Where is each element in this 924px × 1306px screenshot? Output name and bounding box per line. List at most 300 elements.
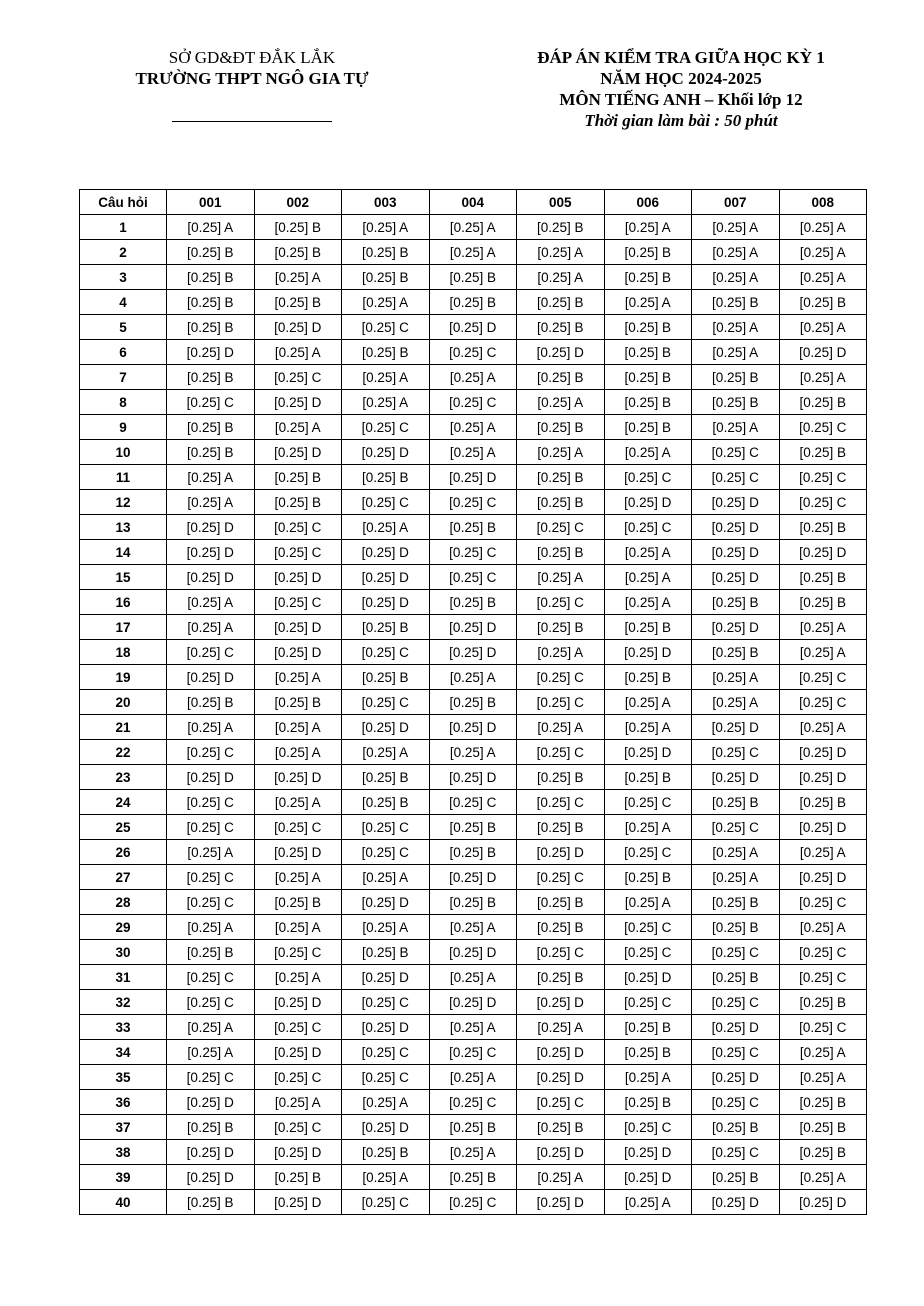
question-number: 16 <box>80 590 167 615</box>
answer-cell: [0.25] C <box>429 1190 517 1215</box>
answer-cell: [0.25] A <box>254 715 342 740</box>
answer-cell: [0.25] B <box>517 615 605 640</box>
answer-cell: [0.25] B <box>779 390 867 415</box>
answer-cell: [0.25] B <box>429 1115 517 1140</box>
answer-cell: [0.25] D <box>692 565 780 590</box>
answer-cell: [0.25] B <box>604 615 692 640</box>
answer-cell: [0.25] A <box>429 365 517 390</box>
answer-cell: [0.25] B <box>429 265 517 290</box>
answer-cell: [0.25] C <box>254 1065 342 1090</box>
question-number: 36 <box>80 1090 167 1115</box>
answer-cell: [0.25] A <box>779 640 867 665</box>
answer-cell: [0.25] C <box>604 515 692 540</box>
exam-code-header: 001 <box>167 190 255 215</box>
table-row <box>80 740 867 765</box>
answer-cell: [0.25] B <box>429 840 517 865</box>
answer-cell: [0.25] C <box>254 515 342 540</box>
answer-cell: [0.25] D <box>692 490 780 515</box>
question-number: 19 <box>80 665 167 690</box>
answer-cell: [0.25] A <box>604 565 692 590</box>
table-row <box>80 1040 867 1065</box>
answer-cell: [0.25] B <box>517 915 605 940</box>
answer-cell: [0.25] A <box>342 865 430 890</box>
answer-cell: [0.25] B <box>517 315 605 340</box>
answer-cell: [0.25] B <box>517 965 605 990</box>
answer-cell: [0.25] C <box>254 1115 342 1140</box>
answer-cell: [0.25] C <box>517 665 605 690</box>
answer-cell: [0.25] D <box>692 540 780 565</box>
question-number: 21 <box>80 715 167 740</box>
table-row <box>80 665 867 690</box>
answer-cell: [0.25] C <box>342 490 430 515</box>
answer-cell: [0.25] C <box>692 440 780 465</box>
answer-cell: [0.25] C <box>342 815 430 840</box>
question-number: 2 <box>80 240 167 265</box>
answer-cell: [0.25] A <box>429 915 517 940</box>
answer-cell: [0.25] D <box>342 890 430 915</box>
exam-duration: Thời gian làm bài : 50 phút <box>584 111 778 130</box>
answer-cell: [0.25] C <box>517 1090 605 1115</box>
answer-cell: [0.25] A <box>692 215 780 240</box>
answer-cell: [0.25] A <box>342 365 430 390</box>
table-row <box>80 265 867 290</box>
table-row <box>80 640 867 665</box>
answer-cell: [0.25] A <box>167 715 255 740</box>
table-row <box>80 690 867 715</box>
answer-cell: [0.25] D <box>254 565 342 590</box>
answer-cell: [0.25] B <box>254 890 342 915</box>
answer-cell: [0.25] B <box>779 1140 867 1165</box>
answer-cell: [0.25] D <box>604 490 692 515</box>
answer-cell: [0.25] C <box>779 690 867 715</box>
answer-cell: [0.25] A <box>429 240 517 265</box>
answer-cell: [0.25] B <box>429 515 517 540</box>
answer-cell: [0.25] D <box>779 740 867 765</box>
answer-cell: [0.25] A <box>692 665 780 690</box>
answer-cell: [0.25] A <box>342 215 430 240</box>
table-header-row <box>80 190 867 215</box>
answer-cell: [0.25] A <box>604 1190 692 1215</box>
answer-cell: [0.25] A <box>254 415 342 440</box>
answer-cell: [0.25] D <box>517 1140 605 1165</box>
table-row <box>80 990 867 1015</box>
answer-cell: [0.25] C <box>779 940 867 965</box>
answer-cell: [0.25] B <box>342 340 430 365</box>
answer-cell: [0.25] A <box>604 1065 692 1090</box>
answer-cell: [0.25] B <box>604 315 692 340</box>
answer-cell: [0.25] A <box>342 1165 430 1190</box>
answer-cell: [0.25] C <box>429 565 517 590</box>
answer-cell: [0.25] A <box>692 265 780 290</box>
question-number: 7 <box>80 365 167 390</box>
question-number: 1 <box>80 215 167 240</box>
answer-cell: [0.25] A <box>342 1090 430 1115</box>
question-number: 8 <box>80 390 167 415</box>
question-number: 26 <box>80 840 167 865</box>
answer-cell: [0.25] B <box>167 240 255 265</box>
answer-cell: [0.25] C <box>604 790 692 815</box>
table-row <box>80 465 867 490</box>
answer-cell: [0.25] D <box>254 440 342 465</box>
answer-cell: [0.25] B <box>517 215 605 240</box>
answer-cell: [0.25] B <box>692 365 780 390</box>
table-row <box>80 1115 867 1140</box>
table-row <box>80 915 867 940</box>
answer-cell: [0.25] D <box>254 1040 342 1065</box>
answer-cell: [0.25] A <box>779 1165 867 1190</box>
answer-cell: [0.25] B <box>167 1190 255 1215</box>
answer-cell: [0.25] A <box>517 640 605 665</box>
question-number: 9 <box>80 415 167 440</box>
answer-cell: [0.25] D <box>429 940 517 965</box>
table-row <box>80 415 867 440</box>
answer-cell: [0.25] C <box>604 990 692 1015</box>
answer-cell: [0.25] C <box>517 590 605 615</box>
table-row <box>80 240 867 265</box>
question-number: 32 <box>80 990 167 1015</box>
answer-cell: [0.25] B <box>254 240 342 265</box>
question-number: 14 <box>80 540 167 565</box>
answer-cell: [0.25] B <box>692 640 780 665</box>
answer-cell: [0.25] D <box>692 1190 780 1215</box>
answer-cell: [0.25] B <box>692 965 780 990</box>
answer-cell: [0.25] A <box>604 440 692 465</box>
table-row <box>80 790 867 815</box>
answer-cell: [0.25] C <box>254 815 342 840</box>
answer-cell: [0.25] D <box>604 1165 692 1190</box>
table-row <box>80 340 867 365</box>
answer-cell: [0.25] D <box>167 515 255 540</box>
table-row <box>80 1015 867 1040</box>
answer-cell: [0.25] B <box>342 615 430 640</box>
answer-cell: [0.25] C <box>167 390 255 415</box>
answer-cell: [0.25] A <box>254 340 342 365</box>
answer-cell: [0.25] C <box>779 465 867 490</box>
answer-cell: [0.25] B <box>604 665 692 690</box>
answer-cell: [0.25] B <box>429 1165 517 1190</box>
answer-cell: [0.25] D <box>779 765 867 790</box>
question-number: 11 <box>80 465 167 490</box>
answer-cell: [0.25] B <box>167 315 255 340</box>
answer-cell: [0.25] D <box>429 765 517 790</box>
answer-cell: [0.25] D <box>692 615 780 640</box>
answer-cell: [0.25] D <box>167 765 255 790</box>
table-row <box>80 1090 867 1115</box>
answer-cell: [0.25] B <box>254 290 342 315</box>
answer-cell: [0.25] A <box>429 1065 517 1090</box>
answer-cell: [0.25] A <box>429 440 517 465</box>
exam-code-header: 008 <box>779 190 867 215</box>
answer-cell: [0.25] C <box>167 865 255 890</box>
question-number: 33 <box>80 1015 167 1040</box>
answer-cell: [0.25] A <box>167 1040 255 1065</box>
answer-rows <box>80 215 867 1215</box>
question-number: 39 <box>80 1165 167 1190</box>
answer-cell: [0.25] A <box>604 690 692 715</box>
answer-cell: [0.25] C <box>604 940 692 965</box>
answer-cell: [0.25] C <box>692 740 780 765</box>
answer-cell: [0.25] A <box>429 1015 517 1040</box>
table-row <box>80 540 867 565</box>
answer-cell: [0.25] D <box>604 965 692 990</box>
answer-cell: [0.25] A <box>429 1140 517 1165</box>
answer-cell: [0.25] D <box>692 1015 780 1040</box>
answer-cell: [0.25] D <box>429 990 517 1015</box>
table-row <box>80 890 867 915</box>
answer-cell: [0.25] C <box>429 490 517 515</box>
answer-cell: [0.25] B <box>517 890 605 915</box>
answer-cell: [0.25] A <box>692 840 780 865</box>
question-number: 12 <box>80 490 167 515</box>
answer-cell: [0.25] B <box>342 240 430 265</box>
answer-cell: [0.25] B <box>342 1140 430 1165</box>
department-name: SỞ GD&ĐT ĐẮK LẮK <box>168 48 336 67</box>
answer-cell: [0.25] B <box>604 765 692 790</box>
answer-cell: [0.25] B <box>779 565 867 590</box>
question-column-header: Câu hỏi <box>80 190 167 215</box>
answer-cell: [0.25] B <box>167 265 255 290</box>
answer-cell: [0.25] C <box>429 790 517 815</box>
answer-cell: [0.25] A <box>342 390 430 415</box>
answer-cell: [0.25] D <box>342 1115 430 1140</box>
answer-cell: [0.25] C <box>254 940 342 965</box>
answer-cell: [0.25] A <box>167 215 255 240</box>
answer-cell: [0.25] C <box>254 1015 342 1040</box>
answer-cell: [0.25] B <box>517 1115 605 1140</box>
table-row <box>80 865 867 890</box>
answer-cell: [0.25] D <box>517 840 605 865</box>
table-row <box>80 840 867 865</box>
answer-cell: [0.25] A <box>254 915 342 940</box>
answer-cell: [0.25] A <box>779 1040 867 1065</box>
answer-cell: [0.25] B <box>692 790 780 815</box>
header-left <box>92 47 412 89</box>
answer-cell: [0.25] B <box>429 815 517 840</box>
answer-cell: [0.25] B <box>342 790 430 815</box>
answer-cell: [0.25] C <box>692 1040 780 1065</box>
answer-cell: [0.25] D <box>779 865 867 890</box>
answer-cell: [0.25] D <box>254 840 342 865</box>
answer-cell: [0.25] A <box>167 615 255 640</box>
answer-cell: [0.25] A <box>167 1015 255 1040</box>
question-number: 22 <box>80 740 167 765</box>
answer-cell: [0.25] D <box>254 615 342 640</box>
subject-grade: MÔN TIẾNG ANH – Khối lớp 12 <box>559 90 803 109</box>
answer-cell: [0.25] A <box>517 715 605 740</box>
question-number: 25 <box>80 815 167 840</box>
answer-cell: [0.25] C <box>342 1040 430 1065</box>
question-number: 35 <box>80 1065 167 1090</box>
table-row <box>80 1065 867 1090</box>
answer-cell: [0.25] C <box>692 940 780 965</box>
answer-cell: [0.25] C <box>342 1190 430 1215</box>
answer-cell: [0.25] D <box>167 1090 255 1115</box>
answer-cell: [0.25] D <box>517 1190 605 1215</box>
answer-cell: [0.25] B <box>779 515 867 540</box>
answer-cell: [0.25] D <box>604 740 692 765</box>
answer-cell: [0.25] B <box>167 415 255 440</box>
question-number: 29 <box>80 915 167 940</box>
answer-cell: [0.25] B <box>517 415 605 440</box>
school-year: NĂM HỌC 2024-2025 <box>600 69 762 88</box>
answer-cell: [0.25] B <box>254 465 342 490</box>
answer-cell: [0.25] A <box>517 240 605 265</box>
question-number: 20 <box>80 690 167 715</box>
answer-cell: [0.25] C <box>692 465 780 490</box>
header-divider <box>172 121 332 122</box>
answer-cell: [0.25] A <box>779 315 867 340</box>
answer-cell: [0.25] A <box>604 290 692 315</box>
answer-cell: [0.25] C <box>517 940 605 965</box>
answer-cell: [0.25] A <box>779 240 867 265</box>
answer-cell: [0.25] A <box>517 565 605 590</box>
answer-cell: [0.25] A <box>779 840 867 865</box>
answer-cell: [0.25] B <box>779 990 867 1015</box>
answer-cell: [0.25] B <box>517 290 605 315</box>
answer-cell: [0.25] B <box>342 665 430 690</box>
question-number: 24 <box>80 790 167 815</box>
answer-cell: [0.25] B <box>429 690 517 715</box>
answer-cell: [0.25] D <box>429 640 517 665</box>
answer-cell: [0.25] A <box>342 515 430 540</box>
question-number: 31 <box>80 965 167 990</box>
question-number: 40 <box>80 1190 167 1215</box>
answer-cell: [0.25] D <box>167 340 255 365</box>
answer-cell: [0.25] B <box>517 465 605 490</box>
question-number: 37 <box>80 1115 167 1140</box>
answer-cell: [0.25] A <box>254 1090 342 1115</box>
answer-cell: [0.25] B <box>779 1090 867 1115</box>
answer-cell: [0.25] A <box>517 1015 605 1040</box>
answer-cell: [0.25] C <box>692 990 780 1015</box>
answer-cell: [0.25] C <box>692 815 780 840</box>
answer-cell: [0.25] A <box>254 665 342 690</box>
exam-code-header: 003 <box>342 190 430 215</box>
answer-cell: [0.25] B <box>167 690 255 715</box>
answer-cell: [0.25] B <box>604 365 692 390</box>
answer-cell: [0.25] D <box>342 965 430 990</box>
answer-cell: [0.25] A <box>604 590 692 615</box>
answer-cell: [0.25] B <box>779 590 867 615</box>
question-number: 38 <box>80 1140 167 1165</box>
answer-cell: [0.25] B <box>779 1115 867 1140</box>
answer-cell: [0.25] B <box>604 1015 692 1040</box>
answer-cell: [0.25] A <box>779 365 867 390</box>
answer-cell: [0.25] C <box>167 1065 255 1090</box>
question-number: 17 <box>80 615 167 640</box>
answer-cell: [0.25] D <box>692 1065 780 1090</box>
answer-cell: [0.25] D <box>342 440 430 465</box>
answer-cell: [0.25] D <box>342 715 430 740</box>
answer-cell: [0.25] B <box>429 290 517 315</box>
answer-cell: [0.25] A <box>779 265 867 290</box>
table-row <box>80 1140 867 1165</box>
answer-cell: [0.25] A <box>167 490 255 515</box>
answer-cell: [0.25] D <box>779 540 867 565</box>
answer-cell: [0.25] C <box>167 790 255 815</box>
answer-cell: [0.25] C <box>604 915 692 940</box>
table-row <box>80 940 867 965</box>
answer-cell: [0.25] B <box>517 490 605 515</box>
question-number: 5 <box>80 315 167 340</box>
answer-cell: [0.25] D <box>429 465 517 490</box>
answer-cell: [0.25] C <box>167 965 255 990</box>
answer-cell: [0.25] A <box>604 890 692 915</box>
answer-cell: [0.25] D <box>604 640 692 665</box>
answer-cell: [0.25] D <box>429 315 517 340</box>
answer-cell: [0.25] C <box>342 1065 430 1090</box>
answer-cell: [0.25] B <box>254 215 342 240</box>
answer-cell: [0.25] B <box>604 265 692 290</box>
answer-cell: [0.25] C <box>342 640 430 665</box>
answer-cell: [0.25] C <box>517 865 605 890</box>
table-row <box>80 590 867 615</box>
answer-cell: [0.25] C <box>779 490 867 515</box>
answer-cell: [0.25] D <box>429 865 517 890</box>
answer-cell: [0.25] D <box>692 765 780 790</box>
answer-cell: [0.25] D <box>517 990 605 1015</box>
answer-cell: [0.25] D <box>517 340 605 365</box>
answer-cell: [0.25] C <box>604 465 692 490</box>
question-number: 15 <box>80 565 167 590</box>
answer-cell: [0.25] C <box>779 415 867 440</box>
answer-cell: [0.25] D <box>167 665 255 690</box>
answer-cell: [0.25] B <box>517 365 605 390</box>
answer-cell: [0.25] A <box>779 715 867 740</box>
answer-cell: [0.25] A <box>167 915 255 940</box>
answer-cell: [0.25] C <box>779 965 867 990</box>
answer-cell: [0.25] A <box>254 865 342 890</box>
answer-cell: [0.25] D <box>167 565 255 590</box>
answer-cell: [0.25] D <box>254 1190 342 1215</box>
table-row <box>80 965 867 990</box>
header-right <box>486 47 876 131</box>
answer-cell: [0.25] D <box>604 1140 692 1165</box>
table-row <box>80 765 867 790</box>
answer-cell: [0.25] C <box>342 315 430 340</box>
answer-cell: [0.25] C <box>779 665 867 690</box>
answer-cell: [0.25] B <box>604 340 692 365</box>
answer-cell: [0.25] D <box>779 340 867 365</box>
answer-cell: [0.25] B <box>342 765 430 790</box>
answer-cell: [0.25] B <box>779 440 867 465</box>
answer-cell: [0.25] D <box>517 1040 605 1065</box>
answer-key-table <box>79 189 867 1215</box>
answer-cell: [0.25] C <box>692 1140 780 1165</box>
answer-cell: [0.25] A <box>692 415 780 440</box>
answer-cell: [0.25] D <box>429 715 517 740</box>
answer-cell: [0.25] A <box>779 915 867 940</box>
answer-cell: [0.25] A <box>517 440 605 465</box>
answer-cell: [0.25] B <box>692 915 780 940</box>
answer-cell: [0.25] C <box>167 815 255 840</box>
answer-cell: [0.25] B <box>167 290 255 315</box>
answer-cell: [0.25] A <box>429 665 517 690</box>
answer-cell: [0.25] C <box>167 740 255 765</box>
school-name: TRƯỜNG THPT NGÔ GIA TỰ <box>135 69 369 88</box>
answer-cell: [0.25] A <box>342 915 430 940</box>
answer-cell: [0.25] D <box>517 1065 605 1090</box>
answer-cell: [0.25] C <box>517 690 605 715</box>
table-row <box>80 365 867 390</box>
answer-cell: [0.25] C <box>604 1115 692 1140</box>
table-row <box>80 390 867 415</box>
answer-cell: [0.25] A <box>779 215 867 240</box>
answer-cell: [0.25] C <box>342 840 430 865</box>
answer-cell: [0.25] B <box>429 890 517 915</box>
answer-cell: [0.25] A <box>692 340 780 365</box>
answer-cell: [0.25] D <box>429 615 517 640</box>
